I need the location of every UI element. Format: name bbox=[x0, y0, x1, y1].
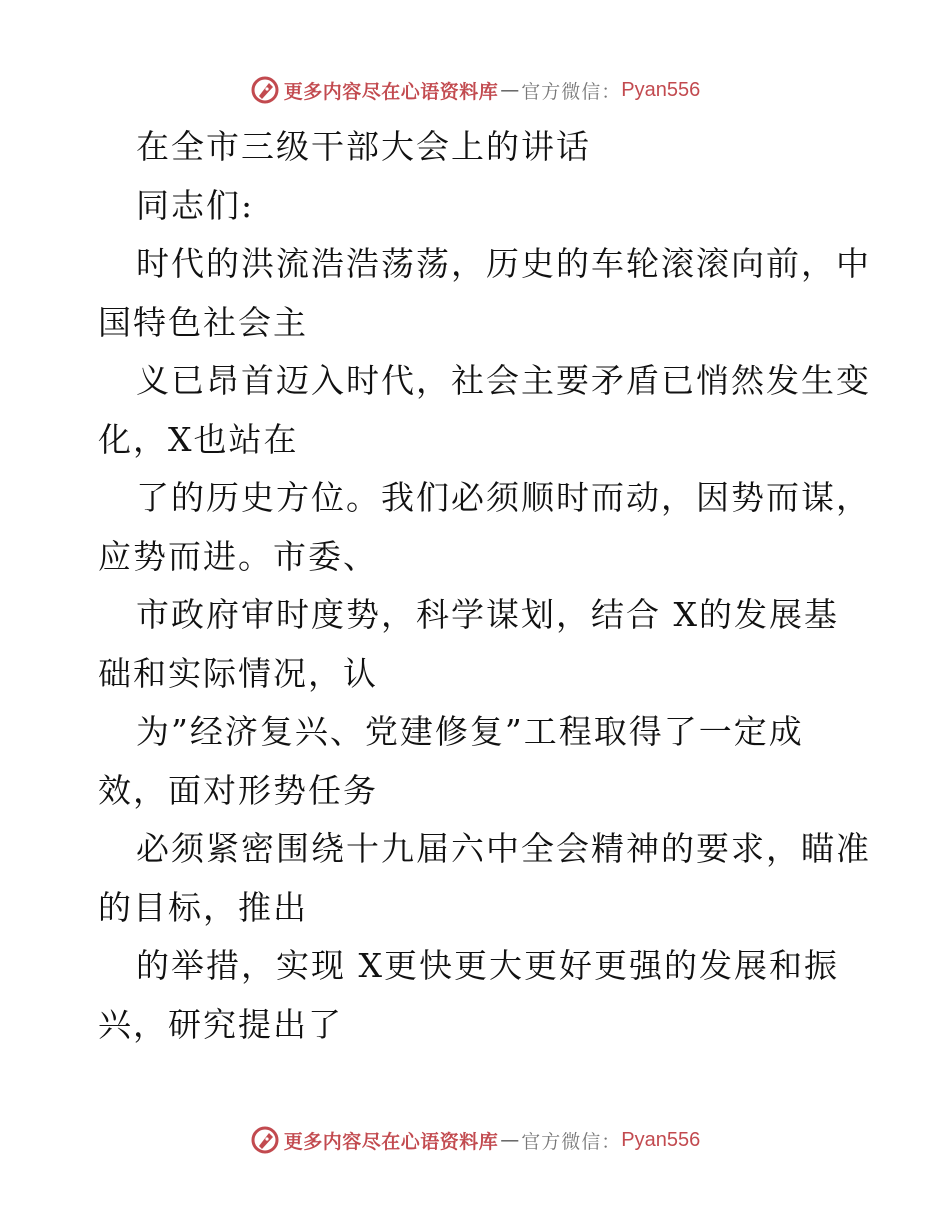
footer-banner bbox=[0, 1120, 950, 1160]
document-body bbox=[98, 118, 871, 1054]
footer-site-text: 更多内容尽在心语资料库 bbox=[283, 1130, 499, 1153]
paragraph-line: 应势而进。市委、 bbox=[98, 536, 378, 576]
paragraph-line: 时代的洪流浩浩荡荡，历史的车轮滚滚向前，中 bbox=[136, 244, 871, 283]
paragraph-line: 为”经济复兴、党建修复”工程取得了一定成 bbox=[136, 712, 804, 751]
footer-dash: — bbox=[500, 1129, 520, 1151]
footer-wechat-id: Pyan556 bbox=[621, 1128, 701, 1151]
header-wechat-id: Pyan556 bbox=[621, 78, 701, 101]
salutation: 同志们: bbox=[136, 185, 255, 225]
header-wechat-label: 官方微信： bbox=[521, 80, 622, 103]
paragraph-line: 效，面对形势任务 bbox=[98, 770, 378, 810]
paragraph-line: 义已昂首迈入时代，社会主要矛盾已悄然发生变 bbox=[136, 361, 871, 400]
paragraph-line: 础和实际情况，认 bbox=[98, 653, 378, 693]
header-site-text: 更多内容尽在心语资料库 bbox=[283, 80, 499, 103]
header-banner bbox=[0, 70, 950, 110]
pen-nib-logo-icon bbox=[250, 75, 280, 105]
document-title: 在全市三级干部大会上的讲话 bbox=[136, 127, 591, 166]
pen-nib-logo-icon bbox=[250, 1125, 280, 1155]
paragraph-line: 国特色社会主 bbox=[98, 302, 308, 342]
paragraph-line: 化，X也站在 bbox=[98, 419, 299, 459]
paragraph-line: 兴，研究提出了 bbox=[98, 1004, 343, 1044]
paragraph-line: 市政府审时度势，科学谋划，结合 X的发展基 bbox=[136, 595, 839, 634]
paragraph-line: 了的历史方位。我们必须顺时而动，因势而谋， bbox=[136, 478, 871, 517]
paragraph-line: 的目标，推出 bbox=[98, 887, 308, 927]
paragraph-line: 必须紧密围绕十九届六中全会精神的要求，瞄准 bbox=[136, 829, 871, 868]
paragraph-line: 的举措，实现 X更快更大更好更强的发展和振 bbox=[136, 946, 839, 985]
footer-wechat-label: 官方微信： bbox=[521, 1130, 622, 1153]
header-dash: — bbox=[500, 79, 520, 101]
